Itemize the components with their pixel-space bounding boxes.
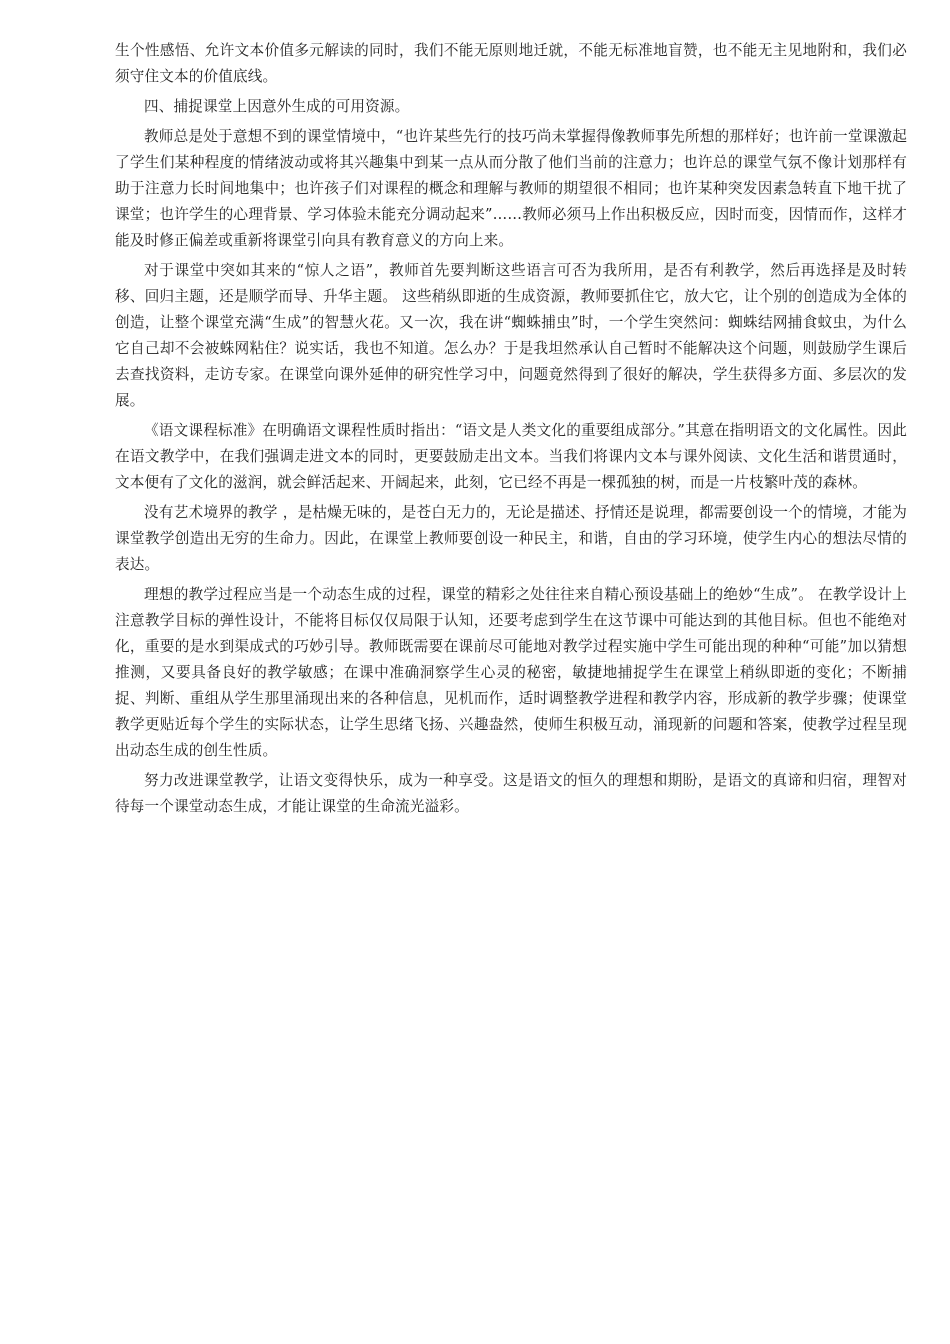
paragraph: 教师总是处于意想不到的课堂情境中，“也许某些先行的技巧尚未掌握得像教师事先所想的那样好；也许前一堂课激起了学生们某种程度的情绪波动或将其兴趣集中到某一点从而分散了他们当前的注意力；也许总的课堂气氛不像计划那样有助于注意力长时间地集中；也许孩子们对课程的概念和理解与教师的期望很不相同；也许某种突发因素急转直下地干扰了课堂；也许学生的心理背景、学习体验未能充分调动起来”……教师必须马上作出积极反应，因时而变，因情而作，这样才能及时修正偏差或重新将课堂引向具有教育意义的方向上来。 (115, 128, 907, 249)
paragraph: 努力改进课堂教学，让语文变得快乐，成为一种享受。这是语文的恒久的理想和期盼，是语文的真谛和归宿，理智对待每一个课堂动态生成，才能让课堂的生命流光溢彩。 (115, 772, 907, 815)
section-heading: 四、捕捉课堂上因意外生成的可用资源。 (144, 98, 410, 115)
paragraph: 没有艺术境界的教学 ，是枯燥无味的，是苍白无力的，无论是描述、抒情还是说理，都需要创设一个的情境，才能为课堂教学创造出无穷的生命力。因此，在课堂上教师要创设一种民主，和谐，自由的学习环境，使学生内心的想法尽情的表达。 (115, 504, 907, 573)
paragraph: 《语文课程标准》在明确语文课程性质时指出：“语文是人类文化的重要组成部分。”其意在指明语文的文化属性。因此在语文教学中，在我们强调走进文本的同时，更要鼓励走出文本。当我们将课内文本与课外阅读、文化生活和谐贯通时，文本便有了文化的滋润，就会鲜活起来、开阔起来，此刻，它已经不再是一棵孤独的树，而是一片枝繁叶茂的森林。 (115, 422, 907, 491)
document-body (115, 38, 907, 820)
paragraph-continued: 生个性感悟、允许文本价值多元解读的同时，我们不能无原则地迁就，不能无标准地盲赞，也不能无主见地附和，我们必须守住文本的价值底线。 (115, 42, 907, 85)
paragraph: 对于课堂中突如其来的“惊人之语”，教师首先要判断这些语言可否为我所用，是否有利教学，然后再选择是及时转移、回归主题，还是顺学而导、升华主题。 这些稍纵即逝的生成资源，教师要抓住它，放大它，让个别的创造成为全体的创造，让整个课堂充满“生成”的智慧火花。又一次，我在讲“蜘蛛捕虫”时，一个学生突然问：蜘蛛结网捕食蚊虫，为什么它自己却不会被蛛网粘住？说实话，我也不知道。怎么办？于是我坦然承认自己暂时不能解决这个问题，则鼓励学生课后去查找资料，走访专家。在课堂向课外延伸的研究性学习中，问题竟然得到了很好的解决，学生获得多方面、多层次的发展。 (115, 262, 907, 409)
paragraph: 理想的教学过程应当是一个动态生成的过程，课堂的精彩之处往往来自精心预设基础上的绝妙“生成”。 在教学设计上注意教学目标的弹性设计，不能将目标仅仅局限于认知，还要考虑到学生在这节课中可能达到的其他目标。但也不能绝对化，重要的是水到渠成式的巧妙引导。教师既需要在课前尽可能地对教学过程实施中学生可能出现的种种“可能”加以猜想推测，又要具备良好的教学敏感；在课中准确洞察学生心灵的秘密，敏捷地捕捉学生在课堂上稍纵即逝的变化；不断捕捉、判断、重组从学生那里涌现出来的各种信息，见机而作，适时调整教学进程和教学内容，形成新的教学步骤；使课堂教学更贴近每个学生的实际状态，让学生思绪飞扬、兴趣盎然，使师生积极互动，涌现新的问题和答案，使教学过程呈现出动态生成的创生性质。 (115, 586, 907, 759)
